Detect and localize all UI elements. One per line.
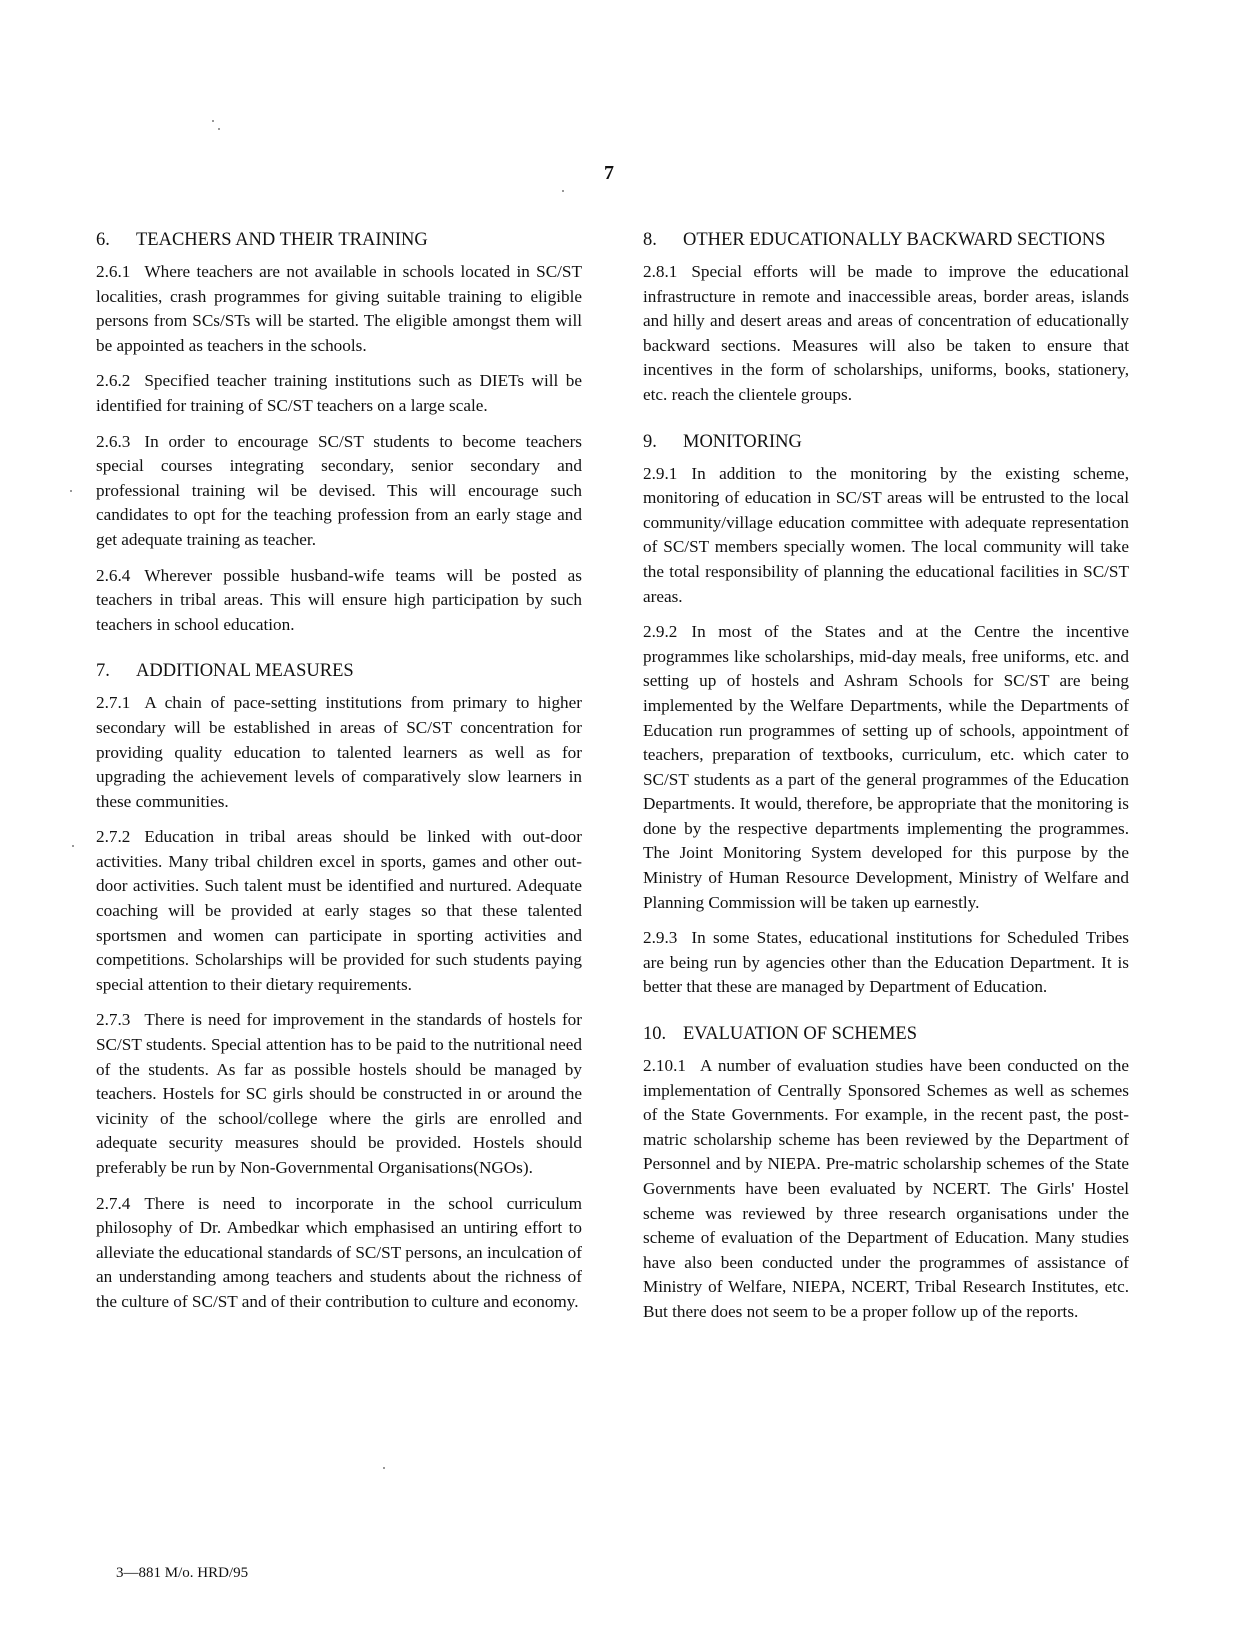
section-title: MONITORING xyxy=(683,431,802,452)
paragraph-number: 2.7.2 xyxy=(96,827,131,847)
section-title: TEACHERS AND THEIR TRAINING xyxy=(136,230,428,250)
section-heading xyxy=(96,228,582,252)
paragraph-number: 2.7.1 xyxy=(96,693,131,713)
paragraph-2-6-3 xyxy=(96,430,582,553)
left-column xyxy=(96,228,582,1326)
paragraph-2-7-2 xyxy=(96,825,582,997)
section-number: 6. xyxy=(96,230,110,250)
paragraph-2-6-2 xyxy=(96,369,582,418)
section-heading xyxy=(643,228,1129,252)
page-footer: 3—881 M/o. HRD/95 xyxy=(116,1565,249,1581)
paragraph-number: 2.10.1 xyxy=(643,1056,686,1076)
scan-speck xyxy=(218,128,220,130)
scan-speck xyxy=(562,190,564,192)
paragraph-text: Specified teacher training institutions such as DIETs will be identified for training of SC/ST teachers on a large scale. xyxy=(96,371,582,415)
paragraph-text: Wherever possible husband-wife teams will be posted as teachers in tribal areas. This will ensure high participation by such teachers in school education. xyxy=(96,565,582,634)
section-number: 7. xyxy=(96,661,110,682)
paragraph-text: A chain of pace-setting institutions from primary to higher secondary will be established in areas of SC/ST concentration for providing quality education to talented learners as well as for upgrading the achievement levels of comparatively slow learners in these communities. xyxy=(96,693,582,811)
scan-speck xyxy=(212,120,214,122)
section-number: 10. xyxy=(643,1024,667,1045)
section-additional-measures xyxy=(96,659,582,1314)
paragraph-2-7-4 xyxy=(96,1192,582,1315)
section-title: EVALUATION OF SCHEMES xyxy=(683,1024,918,1045)
paragraph-text: In addition to the monitoring by the existing scheme, monitoring of education in SC/ST areas will be entrusted to the local community/village education committee with adequate representation of SC/ST members specially women. The local community will take the total responsibility of planning the educational facilities in SC/ST areas. xyxy=(643,463,1129,606)
paragraph-2-10-1 xyxy=(643,1054,1129,1325)
section-backward-sections xyxy=(643,228,1129,408)
page-number: 7 xyxy=(604,162,614,184)
section-teachers-training xyxy=(96,228,582,637)
paragraph-number: 2.6.1 xyxy=(96,262,131,281)
right-column xyxy=(643,228,1129,1336)
paragraph-number: 2.9.1 xyxy=(643,463,678,483)
paragraph-number: 2.6.3 xyxy=(96,431,131,451)
scan-speck xyxy=(70,490,72,492)
scan-speck xyxy=(383,1467,385,1469)
paragraph-number: 2.9.2 xyxy=(643,622,678,642)
paragraph-number: 2.6.2 xyxy=(96,371,131,391)
section-number: 8. xyxy=(643,230,657,250)
section-title: ADDITIONAL MEASURES xyxy=(136,661,354,682)
paragraph-text: There is need for improvement in the standards of hostels for SC/ST students. Special attention has to be paid to the nutritional need of the students. As far as possible hostels should be managed by teachers. Hostels for SC girls should be constructed in or around the vicinity of the school/college where the girls are enrolled and adequate security measures should be provided. Hostels should preferably be run by Non-Governmental Organisations(NGOs). xyxy=(96,1010,582,1177)
paragraph-number: 2.9.3 xyxy=(643,928,678,948)
paragraph-text: In some States, educational institutions for Scheduled Tribes are being run by agencies other than the Education Department. It is better that these are managed by Department of Education. xyxy=(643,928,1129,997)
paragraph-text: Special efforts will be made to improve the educational infrastructure in remote and inaccessible areas, border areas, islands and hilly and desert areas and areas of concentration of educationally backward sections. Measures will also be taken to ensure that incentives in the form of scholarships, uniforms, books, stationery, etc. reach the clientele groups. xyxy=(643,262,1129,404)
section-heading xyxy=(643,1022,1129,1046)
paragraph-2-7-1 xyxy=(96,691,582,814)
paragraph-number: 2.8.1 xyxy=(643,262,678,281)
scan-speck xyxy=(72,845,74,847)
section-heading xyxy=(643,430,1129,454)
paragraph-text: There is need to incorporate in the school curriculum philosophy of Dr. Ambedkar which emphasised an untiring effort to alleviate the educational standards of SC/ST persons, an inculcation of an understanding among teachers and students about the richness of the culture of SC/ST and of their contribution to culture and economy. xyxy=(96,1193,582,1311)
section-title: OTHER EDUCATIONALLY BACKWARD SECTIONS xyxy=(683,230,1106,250)
paragraph-2-8-1 xyxy=(643,260,1129,408)
section-evaluation-of-schemes xyxy=(643,1022,1129,1325)
paragraph-text: Where teachers are not available in schools located in SC/ST localities, crash programmes for giving suitable training to eligible persons from SCs/STs will be started. The eligible amongst them will be appointed as teachers in the schools. xyxy=(96,262,582,355)
paragraph-2-9-3 xyxy=(643,926,1129,1000)
paragraph-number: 2.7.4 xyxy=(96,1193,131,1213)
paragraph-2-6-1 xyxy=(96,260,582,358)
paragraph-text: In order to encourage SC/ST students to become teachers special courses integrating secondary, senior secondary and professional training wil be devised. This will encourage such candidates to opt for the teaching profession from an early stage and get adequate training as teacher. xyxy=(96,431,582,549)
paragraph-number: 2.6.4 xyxy=(96,565,131,585)
section-heading xyxy=(96,659,582,683)
paragraph-2-7-3 xyxy=(96,1008,582,1180)
paragraph-2-6-4 xyxy=(96,564,582,638)
paragraph-text: A number of evaluation studies have been conducted on the implementation of Centrally Sponsored Schemes as well as schemes of the State Governments. For example, in the recent past, the post-matric scholarship scheme has been reviewed by the Department of Personnel and by NIEPA. Pre-matric scholarship schemes of the State Governments have been evaluated by NCERT. The Girls' Hostel scheme was reviewed by three research organisations under the scheme of evaluation of the Department of Education. Many studies have also been conducted under the programmes of assistance of Ministry of Welfare, NIEPA, NCERT, Tribal Research Institutes, etc. But there does not seem to be a proper follow up of the reports. xyxy=(643,1056,1129,1321)
paragraph-2-9-1 xyxy=(643,462,1129,610)
paragraph-2-9-2 xyxy=(643,620,1129,915)
paragraph-text: Education in tribal areas should be linked with out-door activities. Many tribal children excel in sports, games and other out-door activities. Such talent must be identified and nurtured. Adequate coaching will be provided at early stages so that these talented sportsmen and women can participate in sporting activities and competitions. Scholarships will be provided for such students paying special attention to their dietary requirements. xyxy=(96,827,582,994)
section-monitoring xyxy=(643,430,1129,1000)
section-number: 9. xyxy=(643,431,657,452)
paragraph-number: 2.7.3 xyxy=(96,1010,131,1030)
paragraph-text: In most of the States and at the Centre the incentive programmes like scholarships, mid-day meals, free uniforms, etc. and setting up of hostels and Ashram Schools for SC/ST are being implemented by the Welfare Departments, while the Departments of Education run programmes of setting up of schools, appointment of teachers, preparation of textbooks, curriculum, etc. which cater to SC/ST students as a part of the general programmes of the Education Departments. It would, therefore, be appropriate that the monitoring is done by the respective departments implementing the programmes. The Joint Monitoring System developed for this purpose by the Ministry of Human Resource Development, Ministry of Welfare and Planning Commission will be taken up earnestly. xyxy=(643,622,1129,912)
